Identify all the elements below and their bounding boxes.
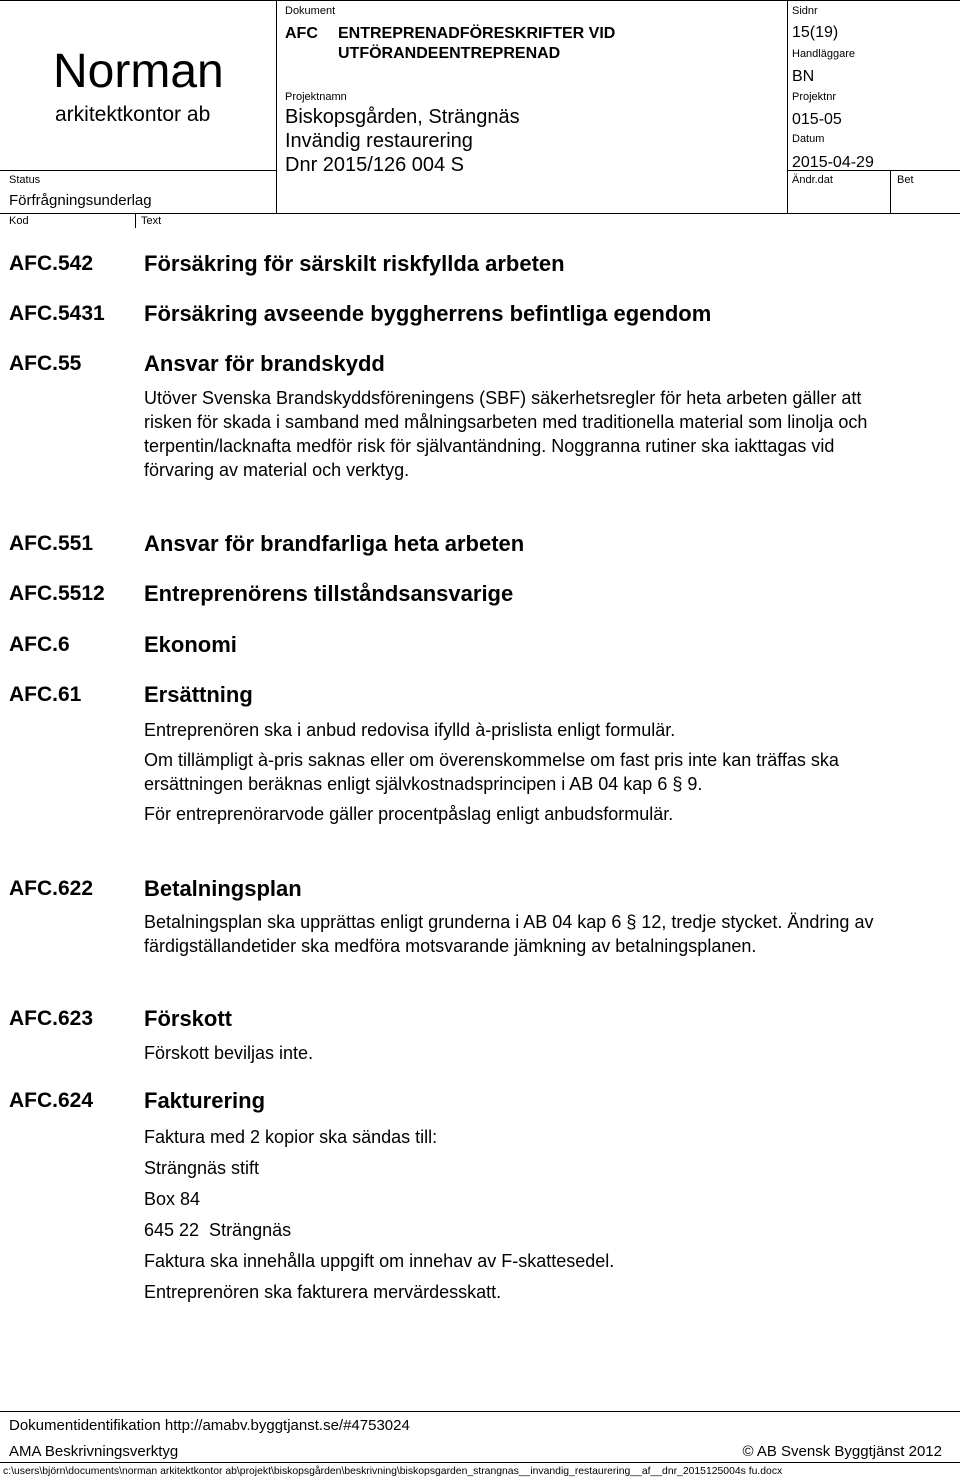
paragraph: Entreprenören ska i anbud redovisa ifylld à-prislista enligt formulär. <box>144 720 676 740</box>
kod-text-divider <box>135 214 136 228</box>
dokument-label: Dokument <box>285 5 336 17</box>
footer-tool: AMA Beskrivningsverktyg <box>9 1443 179 1460</box>
paragraph: Utöver Svenska Brandskyddsföreningens (SBF) säkerhetsregler för heta arbeten gäller att risken för skada i samband med målningsarbeten med traditionella material som linolja och terpentin/lacknafta medför risk för självantändning. Noggranna rutiner ska iakttagas vid förvaring av material och verktyg. <box>144 388 868 480</box>
sidnr-label: Sidnr <box>792 5 818 17</box>
section-code-55: AFC.55 <box>9 352 82 375</box>
text-label: Text <box>141 215 162 227</box>
sidnr-value: 15(19) <box>792 24 839 41</box>
section-code-551: AFC.551 <box>9 532 94 555</box>
company-subtitle: arkitektkontor ab <box>55 103 211 126</box>
section-title-623: Förskott <box>144 1006 232 1031</box>
project-name <box>285 105 520 177</box>
section-title-5431: Försäkring avseende byggherrens befintliga egendom <box>144 301 712 326</box>
bet-label: Bet <box>897 174 914 186</box>
header-divider-right <box>787 0 788 213</box>
section-title-61: Ersättning <box>144 682 253 707</box>
project-line-2: Invändig restaurering <box>285 130 473 152</box>
handlaggare-value: BN <box>792 68 815 85</box>
section-title-5512: Entreprenörens tillståndsansvarige <box>144 581 514 606</box>
header-top-border <box>0 0 960 1</box>
andr-label: Ändr.dat <box>792 174 833 186</box>
section-code-622: AFC.622 <box>9 877 94 900</box>
status-value: Förfrågningsunderlag <box>9 192 152 209</box>
section-code-624: AFC.624 <box>9 1089 94 1112</box>
paragraph: Entreprenören ska fakturera mervärdesskatt. <box>144 1282 502 1302</box>
document-title-line2: UTFÖRANDEENTREPRENAD <box>338 45 561 62</box>
kod-label: Kod <box>9 215 29 227</box>
paragraph: Betalningsplan ska upprättas enligt grunderna i AB 04 kap 6 § 12, tredje stycket. Ändring av färdigställandetider ska medföra motsvarande jämkning av betalningsplanen. <box>144 912 874 956</box>
section-code-542: AFC.542 <box>9 252 94 275</box>
section-title-551: Ansvar för brandfarliga heta arbeten <box>144 531 525 556</box>
section-title-624: Fakturering <box>144 1088 266 1113</box>
section-code-6: AFC.6 <box>9 633 70 656</box>
section-body-624 <box>144 1122 874 1308</box>
footer-bottom-border <box>0 1462 960 1463</box>
section-code-623: AFC.623 <box>9 1007 94 1030</box>
address-line: Box 84 <box>144 1189 201 1209</box>
address-line: 645 22 Strängnäs <box>144 1220 292 1240</box>
header-divider-left <box>276 0 277 213</box>
projektnamn-label: Projektnamn <box>285 91 347 103</box>
section-title-55: Ansvar för brandskydd <box>144 351 385 376</box>
project-line-3: Dnr 2015/126 004 S <box>285 154 465 176</box>
projektnr-label: Projektnr <box>792 91 837 103</box>
section-body-55 <box>144 386 874 482</box>
handlaggare-label: Handläggare <box>792 48 855 60</box>
footer-top-border <box>0 1411 960 1412</box>
section-code-5431: AFC.5431 <box>9 302 105 325</box>
paragraph: För entreprenörarvode gäller procentpåslag enligt anbudsformulär. <box>144 804 674 824</box>
section-body-623 <box>144 1041 874 1065</box>
section-title-6: Ekonomi <box>144 632 237 657</box>
footer-copyright: © AB Svensk Byggtjänst 2012 <box>742 1443 942 1460</box>
section-code-61: AFC.61 <box>9 683 82 706</box>
footer-doc-id: Dokumentidentifikation http://amabv.byggtjanst.se/#4753024 <box>9 1417 410 1434</box>
company-name: Norman <box>53 45 224 98</box>
footer-file-path: c:\users\björn\documents\norman arkitektkontor ab\projekt\biskopsgården\beskrivning\biskopsgarden_strangnas__invandig_restaurering__af__dnr_2015125004s fu.docx <box>3 1466 783 1477</box>
document-code: AFC <box>285 25 318 42</box>
datum-label: Datum <box>792 133 825 145</box>
section-title-542: Försäkring för särskilt riskfyllda arbeten <box>144 251 565 276</box>
header-bottom-border <box>0 213 960 214</box>
section-body-61 <box>144 718 874 826</box>
paragraph: Förskott beviljas inte. <box>144 1043 314 1063</box>
status-separator <box>0 170 276 171</box>
paragraph: Faktura ska innehålla uppgift om innehav av F-skattesedel. <box>144 1251 615 1271</box>
address-line: Strängnäs stift <box>144 1158 260 1178</box>
section-title-622: Betalningsplan <box>144 876 302 901</box>
projektnr-value: 015-05 <box>792 111 842 128</box>
paragraph: Om tillämpligt à-pris saknas eller om överenskommelse om fast pris inte kan träffas ska ersättningen beräknas enligt självkostnadsprincipen i AB 04 kap 6 § 9. <box>144 750 839 794</box>
paragraph: Faktura med 2 kopior ska sändas till: <box>144 1127 438 1147</box>
section-code-5512: AFC.5512 <box>9 582 105 605</box>
bet-divider <box>890 170 891 213</box>
section-body-622 <box>144 910 874 958</box>
datum-value: 2015-04-29 <box>792 154 874 171</box>
status-label: Status <box>9 174 41 186</box>
project-line-1: Biskopsgården, Strängnäs <box>285 106 520 128</box>
document-title-line1: ENTREPRENADFÖRESKRIFTER VID <box>338 25 616 42</box>
